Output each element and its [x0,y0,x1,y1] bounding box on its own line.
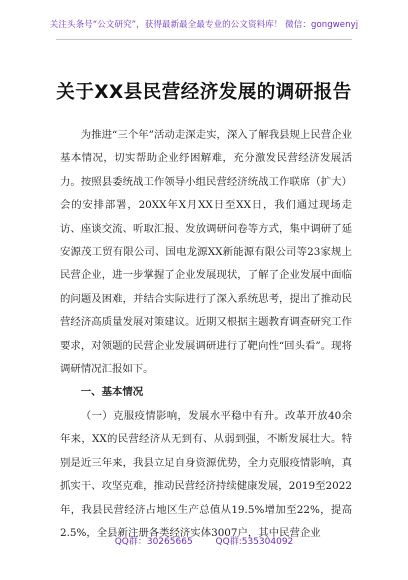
intro-paragraph: 为推进“三个年”活动走深走实，深入了解我县规上民营企业基本情况，切实帮助企业纾困解难，充分激发民营经济发展活力。按照县委统战工作领导小组民营经济统战工作联席（扩大）会的安排部署，20XX年X月XX日至XX日，我们通过现场走访、座谈交流、听取汇报、发放调研问卷等方式，集中调研了延安源茂工贸有限公司、国电龙源XX新能源有限公司等23家规上民营企业，进一步掌握了企业发展现状，了解了企业发展中面临的问题及困难，并结合实际进行了深入系统思考，提出了推动民营经济高质量发展对策建议。近期又根据主题教育调查研究工作要求，对领题的民营企业发展调研进行了靶向性“回头看”。现将调研情况汇报如下。 [60,129,352,376]
qq-group-1: QQ群：30265665 [114,537,193,547]
footer-contact [0,534,408,547]
document-body [60,124,352,545]
header-banner: 关注头条号“公文研究”，获得最新最全最专业的公文资料库！ 微信：gongwenyj [49,20,359,30]
section1-paragraph: （一）克服疫情影响，发展水平稳中有升。改革开放40余年来，XX的民营经济从无到有、从弱到强，不断发展壮大。特别是近三年来，我县立足自身资源优势，全力克服疫情影响，真抓实干、攻坚克难，推动民营经济持续健康发展，2019至2022年，我县民营经济占地区生产总值从19.5%增加至22%，提高2.5%，全县新注册各类经济实体3007户，其中民营企业 [60,409,352,539]
section-heading-basic-situation: 一、基本情况 [80,386,144,399]
qq-group-2: QQ群:535304092 [215,537,294,547]
document-title: 关于XX县民营经济发展的调研报告 [56,82,352,103]
header-divider [56,39,352,40]
